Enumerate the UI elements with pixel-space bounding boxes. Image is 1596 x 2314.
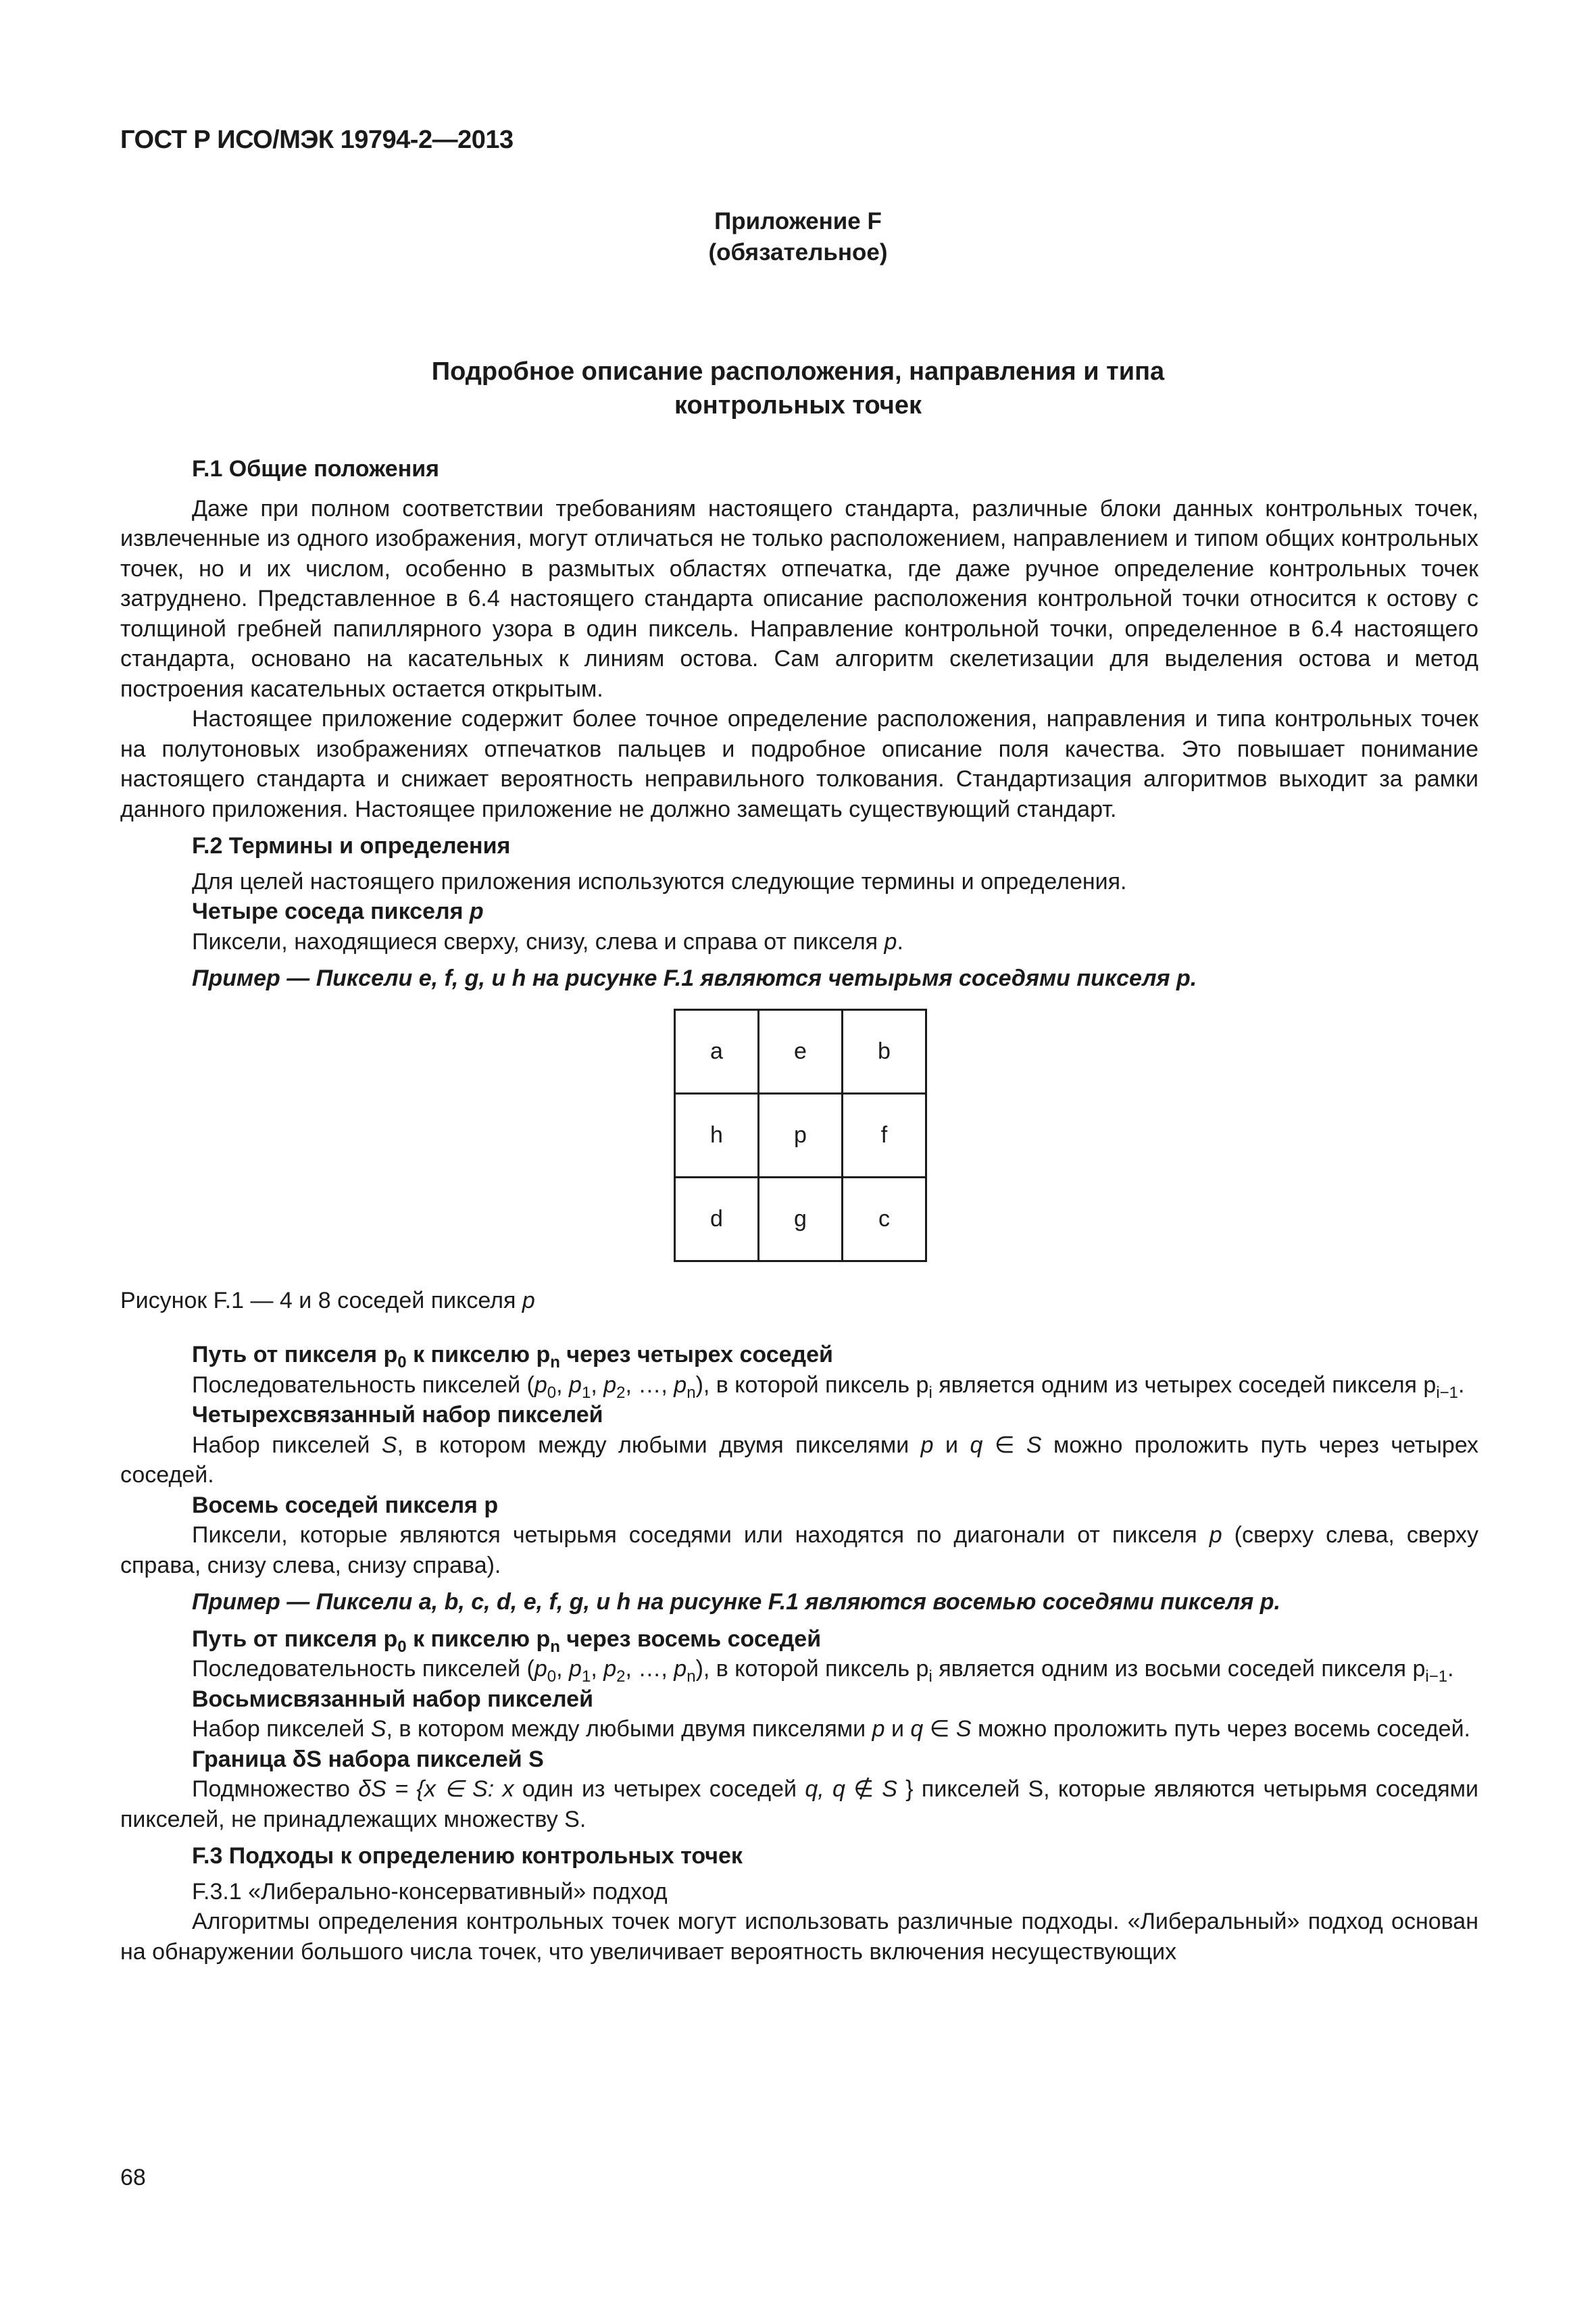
paragraph: Даже при полном соответствии требованиям настоящего стандарта, различные блоки данных контрольных точек, извлеченные из одного изображения, могут отличаться не только расположением, направлением и типом общих контрольных точек, но и их числом, особенно в размытых областях отпечатка, где даже ручное определение контрольных точек затруднено. Представленное в 6.4 настоящего стандарта описание расположения контрольной точки относится к остову с толщиной гребней папиллярного узора в один пиксель. Направление контрольной точки, определенное в 6.4 настоящего стандарта, основано на касательных к линиям остова. Сам алгоритм скелетизации для выделения остова и метод построения касательных остается открытым. bbox=[120, 495, 1478, 702]
document-body bbox=[120, 454, 1478, 1967]
example: Пример — Пиксели e, f, g, и h на рисунке F.1 являются четырьмя соседями пикселя p. bbox=[192, 965, 1197, 991]
pixel-neighbor-grid bbox=[674, 1009, 927, 1262]
page-number: 68 bbox=[120, 2165, 146, 2190]
subsection-heading: F.3.1 «Либерально-консервативный» подход bbox=[192, 1878, 668, 1905]
annex-heading bbox=[0, 206, 1596, 268]
grid-cell: g bbox=[759, 1177, 843, 1261]
grid-cell: h bbox=[675, 1093, 759, 1177]
paragraph: Алгоритмы определения контрольных точек могут использовать различные подходы. «Либеральный» подход основан на обнаружении большого числа точек, что увеличивает вероятность включения несуществующих bbox=[120, 1909, 1478, 1965]
term-heading: Путь от пикселя $p_0$ к пикселю $p_n$ через восемь соседей bbox=[192, 1626, 822, 1656]
section-heading-f3: F.3 Подходы к определению контрольных точек bbox=[192, 1843, 743, 1869]
grid-cell: p bbox=[759, 1093, 843, 1177]
annex-label: Приложение F bbox=[714, 208, 882, 234]
definition: Подмножество δS = {x ∈ S: x один из четырех соседей q, q ∉ S } пикселей S, которые являются четырьмя соседями пикселей, не принадлежащих множеству S. bbox=[120, 1776, 1478, 1832]
example: Пример — Пиксели a, b, c, d, e, f, g, и h на рисунке F.1 являются восемью соседями пикселя p. bbox=[192, 1589, 1280, 1615]
grid-cell: a bbox=[675, 1009, 759, 1093]
document-header: ГОСТ Р ИСО/МЭК 19794-2—2013 bbox=[120, 126, 514, 154]
annex-status: (обязательное) bbox=[708, 239, 888, 266]
grid-cell: f bbox=[843, 1093, 926, 1177]
term-heading: Четыре соседа пикселя p bbox=[192, 899, 484, 924]
paragraph: Настоящее приложение содержит более точное определение расположения, направления и типа контрольных точек на полутоновых изображениях отпечатков пальцев и подробное описание поля качества. Это повышает понимание настоящего стандарта и снижает вероятность неправильного толкования. Стандартизация алгоритмов выходит за рамки данного приложения. Настоящее приложение не должно замещать существующий стандарт. bbox=[120, 706, 1478, 822]
section-heading-f1: F.1 Общие положения bbox=[192, 456, 439, 482]
definition: Пиксели, находящиеся сверху, снизу, слева и справа от пикселя p. bbox=[192, 928, 903, 955]
term-heading: Граница δS набора пикселей S bbox=[192, 1746, 544, 1772]
term-heading: Путь от пикселя $p_0$ к пикселю $p_n$ через четырех соседей bbox=[192, 1342, 833, 1372]
figure-f1 bbox=[120, 1009, 1478, 1272]
term-heading: Восемь соседей пикселя p bbox=[192, 1492, 499, 1518]
paragraph: Для целей настоящего приложения используются следующие термины и определения. bbox=[192, 868, 1127, 895]
section-heading-f2: F.2 Термины и определения bbox=[192, 833, 511, 859]
grid-cell: e bbox=[759, 1009, 843, 1093]
definition: Пиксели, которые являются четырьмя соседями или находятся по диагонали от пикселя p (сверху слева, сверху справа, снизу слева, снизу справа). bbox=[120, 1522, 1478, 1578]
definition: Набор пикселей S, в котором между любыми двумя пикселями p и q ∈ S можно проложить путь через восемь соседей. bbox=[192, 1716, 1471, 1742]
term-heading: Четырехсвязанный набор пикселей bbox=[192, 1402, 603, 1428]
annex-title-line1: Подробное описание расположения, направления и типа bbox=[431, 357, 1165, 386]
annex-title-line2: контрольных точек bbox=[674, 391, 922, 420]
definition: Последовательность пикселей ($p_0$, $p_1$, $p_2$, …, $p_n$), в которой пиксель $p_i$ является одним из четырех соседей пикселя $p_{i-1}$. bbox=[192, 1372, 1465, 1402]
term-heading: Восьмисвязанный набор пикселей bbox=[192, 1686, 593, 1712]
annex-title bbox=[0, 355, 1596, 422]
definition: Последовательность пикселей ($p_0$, $p_1$, $p_2$, …, $p_n$), в которой пиксель $p_i$ является одним из восьми соседей пикселя $p_{i-1}$. bbox=[192, 1656, 1454, 1686]
grid-cell: d bbox=[675, 1177, 759, 1261]
figure-caption: Рисунок F.1 — 4 и 8 соседей пикселя p bbox=[120, 1287, 535, 1313]
definition: Набор пикселей S, в котором между любыми двумя пикселями p и q ∈ S можно проложить путь через четырех соседей. bbox=[120, 1432, 1479, 1488]
grid-cell: c bbox=[843, 1177, 926, 1261]
grid-cell: b bbox=[843, 1009, 926, 1093]
